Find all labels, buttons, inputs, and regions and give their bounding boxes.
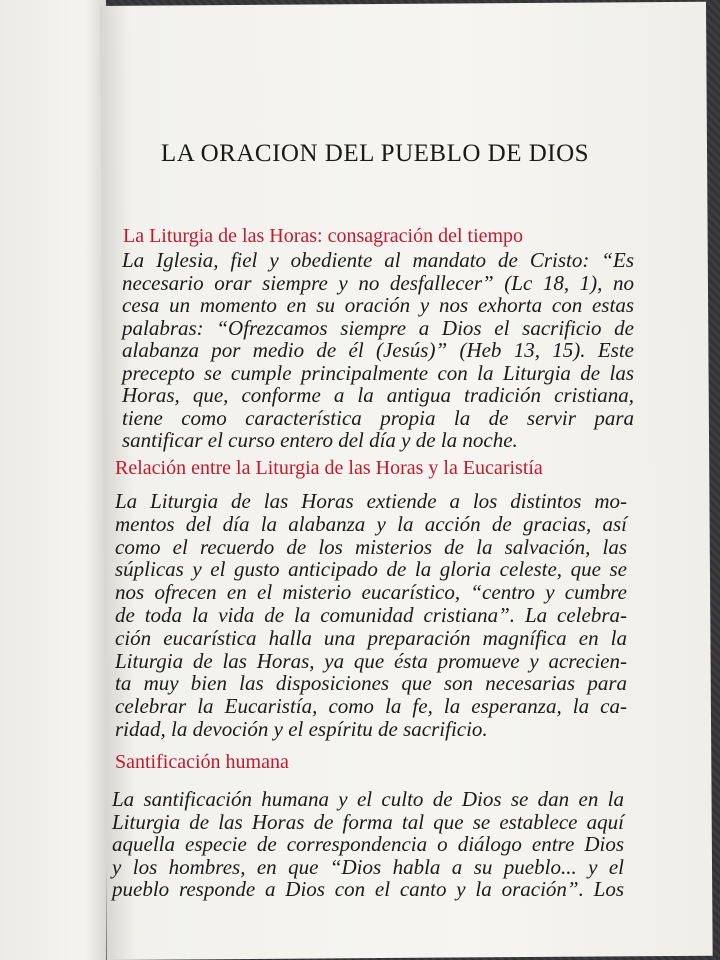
body-text-line: Horas, que, conforme a la antigua tradición cristiana,	[122, 383, 634, 407]
body-text-line: ción eucarística halla una preparación magnífica en la	[115, 625, 627, 650]
body-text-line: de toda la vida de la comunidad cristiana”. La celebra-	[115, 603, 627, 627]
body-text-line: y los hombres, en que “Dios habla a su pueblo... y el	[112, 854, 624, 879]
body-text-line: La santificación humana y el culto de Dios se dan en la	[112, 787, 624, 811]
section-heading: Santificación humana	[115, 751, 289, 773]
body-text-line: como el recuerdo de los misterios de la salvación, las	[115, 534, 627, 559]
body-text-line: tiene como característica propia la de servir para	[122, 405, 634, 430]
body-text-line: santificar el curso entero del día y de la noche.	[122, 428, 518, 452]
body-text-line: mentos del día la alabanza y la acción de gracias, así	[115, 511, 627, 536]
left-page	[0, 0, 106, 960]
body-text-line: cesa un momento en su oración y nos exhorta con estas	[122, 293, 634, 317]
body-text-line: ridad, la devoción y el espíritu de sacrificio.	[115, 717, 488, 741]
body-text-line: súplicas y el gusto anticipado de la gloria celeste, que se	[115, 557, 627, 582]
body-text-line: La Iglesia, fiel y obediente al mandato de Cristo: “Es	[122, 248, 634, 272]
body-text-line: precepto se cumple principalmente con la Liturgia de las	[122, 360, 634, 385]
body-text-line: alabanza por medio de él (Jesús)” (Heb 13, 15). Este	[122, 338, 634, 362]
body-text-line: ta muy bien las disposiciones que son necesarias para	[115, 671, 627, 696]
body-text-line: La Liturgia de las Horas extiende a los distintos mo-	[115, 489, 627, 513]
body-text-line: nos ofrecen en el misterio eucarístico, “centro y cumbre	[115, 580, 627, 605]
body-text-line: necesario orar siempre y no desfallecer” (Lc 18, 1), no	[122, 270, 634, 295]
body-text-line: Liturgia de las Horas de forma tal que se establece aquí	[112, 809, 624, 834]
section-heading: La Liturgia de las Horas: consagración del tiempo	[123, 225, 524, 247]
page-title: LA ORACION DEL PUEBLO DE DIOS	[160, 140, 590, 167]
body-text-line: pueblo responde a Dios con el canto y la oración”. Los	[112, 877, 624, 901]
body-text-line: aquella especie de correspondencia o diálogo entre Dios	[112, 832, 624, 856]
body-text-line: palabras: “Ofrezcamos siempre a Dios el sacrificio de	[122, 315, 634, 340]
body-text-line: celebrar la Eucaristía, como la fe, la esperanza, la ca-	[115, 694, 627, 719]
section-heading: Relación entre la Liturgia de las Horas y la Eucaristía	[115, 457, 543, 479]
body-text-line: Liturgia de las Horas, ya que ésta promueve y acrecien-	[115, 648, 627, 673]
